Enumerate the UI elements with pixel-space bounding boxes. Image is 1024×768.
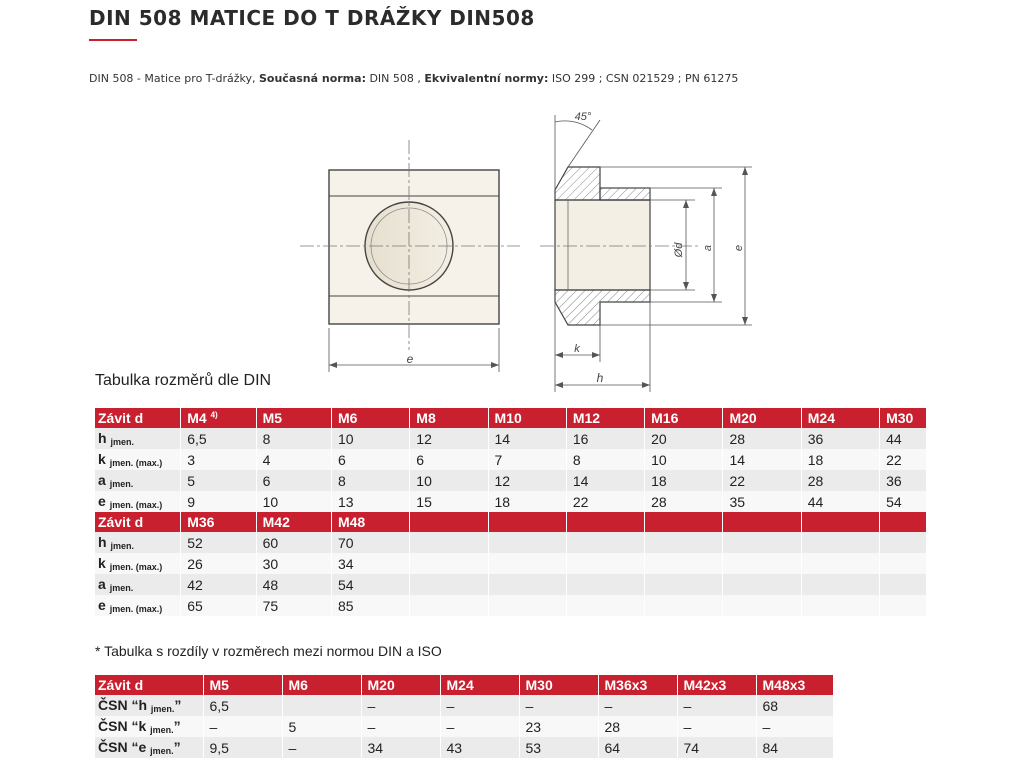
equivalent-norms-value: ISO 299 ; CSN 021529 ; PN 61275 (548, 72, 739, 85)
table-cell: 26 (181, 553, 256, 574)
t-nut-technical-drawing (300, 100, 760, 395)
table-cell: 9,5 (203, 737, 282, 758)
table-cell: 9 (181, 491, 256, 512)
table-cell: 44 (880, 428, 927, 449)
table-cell (410, 574, 488, 595)
table-cell-spacer (927, 553, 934, 574)
dimension-symbol (95, 491, 181, 512)
standard-description: DIN 508 - Matice pro T-drážky, (89, 72, 259, 85)
table-cell (801, 553, 879, 574)
thread-size-header (181, 512, 256, 532)
table-row (95, 553, 933, 574)
dimension-symbol (95, 695, 203, 716)
table-cell: 5 (181, 470, 256, 491)
table-cell: 13 (331, 491, 409, 512)
table-cell (488, 595, 566, 616)
thread-size-header (331, 408, 409, 428)
table-cell: 36 (880, 470, 927, 491)
symbol-subscript: jmen. (max.) (109, 458, 163, 468)
thread-size-header (488, 408, 566, 428)
thread-size-header (645, 512, 723, 532)
table-cell (410, 532, 488, 553)
table-cell: 12 (488, 470, 566, 491)
table-cell: 65 (181, 595, 256, 616)
table-cell (801, 574, 879, 595)
thread-size-header (519, 675, 598, 695)
side-section-view (540, 111, 752, 392)
table-cell: 10 (331, 428, 409, 449)
thread-size: M16 (651, 410, 679, 426)
thread-size: M20 (729, 410, 757, 426)
table-cell: – (361, 716, 440, 737)
table-cell (566, 595, 644, 616)
standard-suffix: ” (173, 718, 181, 734)
table-cell: 18 (488, 491, 566, 512)
thread-size: M48x3 (762, 677, 806, 693)
table-cell (566, 532, 644, 553)
table-cell-spacer (927, 470, 934, 491)
standard-prefix: ČSN “ (98, 718, 139, 734)
table-cell (880, 532, 927, 553)
table-cell (723, 553, 801, 574)
thread-size-header (566, 408, 644, 428)
thread-size-header (801, 408, 879, 428)
table-row (95, 470, 933, 491)
table-cell (723, 574, 801, 595)
table-cell: 54 (331, 574, 409, 595)
table-cell (723, 595, 801, 616)
table-cell: 15 (410, 491, 488, 512)
table-cell (645, 574, 723, 595)
dimension-symbol (95, 574, 181, 595)
thread-label: Závit d (95, 512, 181, 532)
thread-size-header (756, 675, 833, 695)
table-cell: 85 (331, 595, 409, 616)
thread-size-header (677, 675, 756, 695)
symbol: h (138, 697, 148, 713)
table-cell: 10 (256, 491, 331, 512)
thread-size: M6 (288, 677, 308, 693)
symbol-subscript: jmen. (150, 746, 174, 756)
table-header-row (95, 408, 933, 428)
table-cell-spacer (927, 574, 934, 595)
symbol: a (98, 472, 106, 488)
thread-size: M5 (262, 410, 283, 426)
current-norm-value: DIN 508 , (365, 72, 425, 85)
thread-size: M30 (525, 677, 553, 693)
table-cell: – (677, 695, 756, 716)
table-header-row (95, 512, 933, 532)
thread-size: M48 (337, 514, 366, 530)
table-cell: 10 (645, 449, 723, 470)
table-cell (488, 532, 566, 553)
thread-size: M5 (209, 677, 229, 693)
thread-size: M42x3 (683, 677, 727, 693)
table-cell (410, 553, 488, 574)
table-cell (282, 695, 361, 716)
thread-size: M8 (416, 410, 436, 426)
symbol: a (98, 576, 106, 592)
table-cell (880, 595, 927, 616)
table-cell-spacer (927, 428, 934, 449)
table-cell: 22 (723, 470, 801, 491)
symbol-subscript: jmen. (110, 437, 134, 447)
symbol-subscript: jmen. (max.) (109, 562, 163, 572)
table-cell: 8 (566, 449, 644, 470)
table-cell: 4 (256, 449, 331, 470)
thread-size: M36 (187, 514, 215, 530)
dimension-symbol (95, 449, 181, 470)
table-cell: 70 (331, 532, 409, 553)
table-row (95, 574, 933, 595)
table-cell: 28 (598, 716, 677, 737)
symbol: k (98, 451, 106, 467)
thread-size-header (566, 512, 644, 532)
dimension-d-label: Ød (673, 242, 685, 258)
dimension-symbol (95, 428, 181, 449)
table-cell: – (677, 716, 756, 737)
thread-size: M24 (446, 677, 474, 693)
table-cell (488, 574, 566, 595)
thread-size-header (203, 675, 282, 695)
footnote-marker: 4) (210, 410, 218, 420)
thread-size: M4 (187, 410, 207, 426)
table-cell: 68 (756, 695, 833, 716)
table-cell: 28 (723, 428, 801, 449)
dimension-symbol (95, 737, 203, 758)
dimension-symbol (95, 595, 181, 616)
table-row (95, 716, 833, 737)
table-cell: 18 (801, 449, 879, 470)
table-row (95, 737, 833, 758)
thread-size-header (440, 675, 519, 695)
thread-size-header (256, 512, 331, 532)
thread-size: M36x3 (604, 677, 648, 693)
dimension-symbol (95, 470, 181, 491)
thread-size-header (645, 408, 723, 428)
table-cell: 34 (331, 553, 409, 574)
table-cell: 14 (566, 470, 644, 491)
thread-size-header (181, 408, 256, 428)
table-cell: 12 (410, 428, 488, 449)
table-row (95, 428, 933, 449)
table-cell: 43 (440, 737, 519, 758)
thread-size: M20 (367, 677, 395, 693)
table-cell: 53 (519, 737, 598, 758)
table-cell: 7 (488, 449, 566, 470)
table-cell: 48 (256, 574, 331, 595)
symbol: h (98, 430, 107, 446)
symbol-subscript: jmen. (150, 725, 174, 735)
current-norm-label: Současná norma: (258, 72, 366, 85)
table-cell: 22 (880, 449, 927, 470)
page-title: DIN 508 MATICE DO T DRÁŽKY DIN508 (89, 6, 535, 30)
standard-info (89, 72, 738, 85)
thread-size: M30 (886, 410, 914, 426)
table-cell: 64 (598, 737, 677, 758)
thread-label: Závit d (95, 675, 203, 695)
thread-size-header (801, 512, 879, 532)
dimension-a-label: a (702, 244, 714, 252)
table-row (95, 449, 933, 470)
table-row (95, 695, 833, 716)
thread-size-header (361, 675, 440, 695)
table-cell (566, 553, 644, 574)
table-cell (801, 595, 879, 616)
table-cell: 28 (801, 470, 879, 491)
dimension-symbol (95, 716, 203, 737)
table-cell: 34 (361, 737, 440, 758)
table-cell: 52 (181, 532, 256, 553)
dimension-table-caption: Tabulka rozměrů dle DIN (95, 372, 272, 389)
table-cell: 35 (723, 491, 801, 512)
standard-prefix: ČSN “ (98, 697, 139, 713)
table-cell: 14 (723, 449, 801, 470)
thread-size-header (282, 675, 361, 695)
table-cell: 36 (801, 428, 879, 449)
thread-size-header (723, 408, 801, 428)
table-cell (645, 595, 723, 616)
difference-table-note: * Tabulka s rozdíly v rozměrech mezi normou DIN a ISO (95, 643, 442, 659)
thread-size-header (880, 408, 927, 428)
table-cell: – (282, 737, 361, 758)
symbol: e (98, 597, 106, 613)
symbol: k (138, 718, 147, 734)
symbol-subscript: jmen. (150, 704, 175, 714)
table-cell: 3 (181, 449, 256, 470)
thread-size-header (256, 408, 331, 428)
symbol-subscript: jmen. (109, 479, 134, 489)
thread-size-header (410, 512, 488, 532)
din-iso-difference-table (95, 675, 833, 758)
symbol-subscript: jmen. (110, 541, 134, 551)
table-cell (645, 532, 723, 553)
table-cell: 74 (677, 737, 756, 758)
dimension-symbol (95, 532, 181, 553)
table-cell-spacer (927, 532, 934, 553)
table-cell: 6 (331, 449, 409, 470)
table-cell: – (756, 716, 833, 737)
title-underline (89, 39, 137, 41)
table-cell: – (203, 716, 282, 737)
table-cell: 42 (181, 574, 256, 595)
table-cell: – (361, 695, 440, 716)
table-cell: 16 (566, 428, 644, 449)
table-cell: 54 (880, 491, 927, 512)
table-cell-spacer (927, 449, 934, 470)
table-cell-spacer (927, 408, 934, 428)
table-cell (645, 553, 723, 574)
dimension-e-right-label: e (733, 244, 745, 252)
thread-size-header (723, 512, 801, 532)
symbol-subscript: jmen. (max.) (109, 604, 163, 614)
table-cell: 28 (645, 491, 723, 512)
dimension-h-label: h (596, 371, 604, 385)
standard-prefix: ČSN “ (98, 739, 139, 755)
equivalent-norms-label: Ekvivalentní normy: (424, 72, 549, 85)
table-cell (801, 532, 879, 553)
table-row (95, 532, 933, 553)
table-cell-spacer (927, 512, 934, 532)
symbol: k (98, 555, 106, 571)
table-cell: 6,5 (203, 695, 282, 716)
table-header-row (95, 675, 833, 695)
table-cell-spacer (927, 595, 934, 616)
table-cell (880, 553, 927, 574)
table-cell (488, 553, 566, 574)
table-row (95, 595, 933, 616)
symbol: e (138, 739, 147, 755)
table-cell (880, 574, 927, 595)
symbol-subscript: jmen. (max.) (109, 500, 163, 510)
thread-size: M6 (337, 410, 358, 426)
thread-size-header (488, 512, 566, 532)
table-cell: 84 (756, 737, 833, 758)
table-cell: 75 (256, 595, 331, 616)
table-cell: 18 (645, 470, 723, 491)
table-cell: 60 (256, 532, 331, 553)
standard-suffix: ” (174, 697, 182, 713)
table-row (95, 491, 933, 512)
table-cell: 14 (488, 428, 566, 449)
dimension-k-label: k (574, 343, 580, 355)
standard-suffix: ” (173, 739, 181, 755)
table-cell: – (440, 716, 519, 737)
thread-size-header (598, 675, 677, 695)
table-cell: 8 (256, 428, 331, 449)
table-cell: 6 (256, 470, 331, 491)
table-cell: 30 (256, 553, 331, 574)
table-cell: – (519, 695, 598, 716)
table-cell: – (598, 695, 677, 716)
thread-size-header (880, 512, 927, 532)
thread-size-header (331, 512, 409, 532)
thread-size: M42 (262, 514, 290, 530)
table-cell: 8 (331, 470, 409, 491)
table-cell: – (440, 695, 519, 716)
angle-45-label: 45° (574, 111, 592, 123)
symbol: e (98, 493, 106, 509)
table-cell: 5 (282, 716, 361, 737)
thread-size: M24 (807, 410, 835, 426)
table-cell: 44 (801, 491, 879, 512)
front-view (300, 140, 520, 372)
table-cell: 22 (566, 491, 644, 512)
symbol-subscript: jmen. (109, 583, 134, 593)
symbol: h (98, 534, 107, 550)
table-cell: 6 (410, 449, 488, 470)
din-dimension-table (95, 408, 933, 616)
dimension-symbol (95, 553, 181, 574)
table-cell (723, 532, 801, 553)
table-cell-spacer (927, 491, 934, 512)
table-cell: 20 (645, 428, 723, 449)
table-cell: 10 (410, 470, 488, 491)
table-cell (410, 595, 488, 616)
table-cell: 6,5 (181, 428, 256, 449)
table-cell (566, 574, 644, 595)
thread-size: M10 (494, 410, 522, 426)
dimension-e-label: e (406, 352, 414, 366)
table-cell: 23 (519, 716, 598, 737)
thread-label: Závit d (95, 408, 181, 428)
thread-size-header (410, 408, 488, 428)
thread-size: M12 (572, 410, 601, 426)
